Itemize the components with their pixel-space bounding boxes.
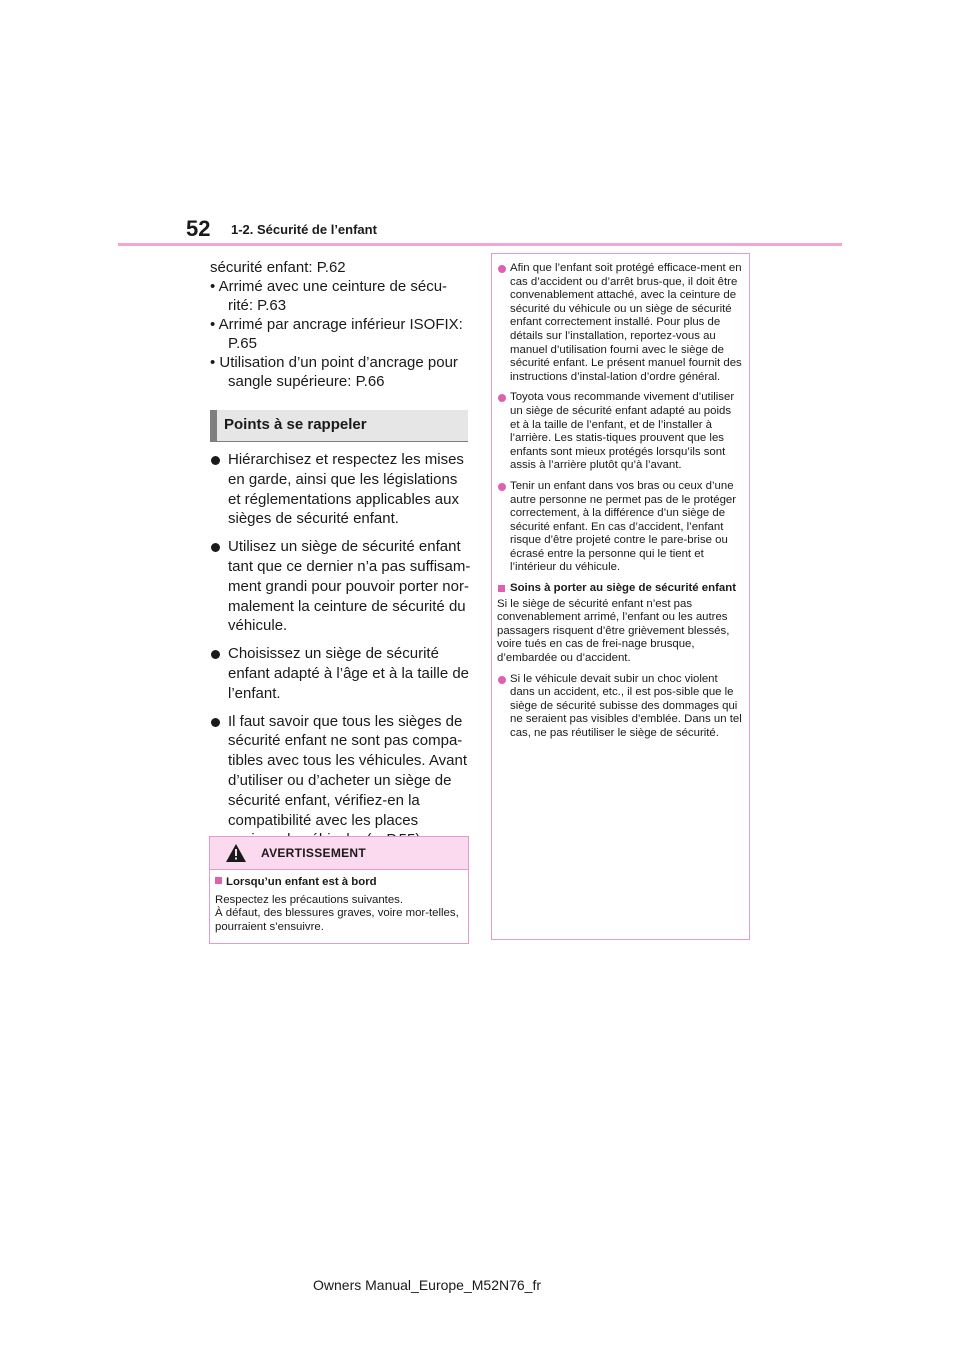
info-text: Tenir un enfant dans vos bras ou ceux d’une autre personne ne permet pas de le protéger correctement, à la différence d’un siège de sécurité enfant. En cas d’accident, l’enfant risque d’être projeté contre le pare-brise ou écrasé entre la personne qui le tient et l’intérieur du véhicule. [510, 479, 737, 574]
list-item [210, 644, 472, 703]
intro-text [210, 258, 472, 391]
bullet-list [210, 450, 472, 858]
list-item [497, 391, 743, 473]
list-item [210, 450, 472, 529]
bullet-text: Choisissez un siège de sécurité enfant adapté à l’âge et à la taille de l’enfant. [228, 645, 470, 702]
warning-triangle-icon [226, 844, 246, 862]
list-item [210, 712, 472, 851]
intro-item: • Arrimé par ancrage inférieur ISOFIX: P.65 [210, 316, 463, 352]
bullet-text: Utilisez un siège de sécurité enfant tant que ce dernier n’a pas suffisam-ment grandi pour pouvoir porter nor-malement la ceinture de sécurité du véhicule. [228, 538, 471, 635]
warning-text: À défaut, des blessures graves, voire mor-telles, pourraient s’ensuivre. [215, 907, 459, 933]
info-subheading-text: Soins à porter au siège de sécurité enfant [510, 582, 736, 595]
intro-item: • Arrimé avec une ceinture de sécu-rité: P.63 [210, 278, 448, 314]
page-number: 52 [186, 216, 211, 241]
warning-text: Respectez les précautions suivantes. [215, 893, 404, 906]
section-title: 1-2. Sécurité de l’enfant [231, 222, 377, 237]
info-box [491, 253, 750, 940]
bullet-text: Hiérarchisez et respectez les mises en garde, ainsi que les législations et réglementations applicables aux sièges de sécurité enfant. [228, 451, 464, 528]
intro-line: sécurité enfant: P.62 [210, 259, 346, 276]
pink-bullet-icon [498, 483, 506, 491]
bullet-text: Il faut savoir que tous les sièges de sécurité enfant ne sont pas compa-tibles avec tous les véhicules. Avant d’utiliser ou d’acheter un siège de sécurité enfant, vérifiez-en la compatibilité avec les places [228, 712, 468, 829]
warning-subheading: Lorsqu’un enfant est à bord [226, 876, 377, 888]
info-paragraph: Si le siège de sécurité enfant n’est pas convenablement arrimé, l’enfant ou les autres passagers risquent d’être grièvement blessés, voire tués en cas de frei-nage brusque, d’embardée ou d’accident. [497, 597, 730, 665]
list-item [497, 262, 743, 384]
footer-text: Owners Manual_Europe_M52N76_fr [313, 1277, 542, 1293]
warning-header [210, 837, 468, 870]
warning-body [210, 870, 468, 934]
info-text: Si le véhicule devait subir un choc violent dans un accident, etc., il est pos-sible que le siège de sécurité subisse des dommages qui ne seraient pas visibles d’emblée. Dans un tel cas, ne pas réutiliser le siège de sécurité. [510, 672, 742, 739]
header-divider [118, 243, 842, 246]
intro-item: • Utilisation d’un point d’ancrage pour sangle supérieure: P.66 [210, 354, 458, 390]
pink-bullet-icon [498, 676, 506, 684]
pink-bullet-icon [498, 265, 506, 273]
list-item [497, 480, 743, 575]
list-item [210, 537, 472, 636]
info-text: Toyota vous recommande vivement d’utiliser un siège de sécurité enfant adapté au poids et à la taille de l’enfant, et de l’installer à l’arrière. Les statis-tiques prouvent que les enfants sont mieux protégés lorsqu’ils sont assis à l’arrière plutôt qu’à l’avant. [510, 391, 735, 472]
square-bullet-icon [498, 585, 505, 592]
bullet-icon [211, 543, 220, 552]
list-item [497, 673, 743, 741]
section-heading: Points à se rappeler [210, 410, 468, 442]
info-text: Afin que l’enfant soit protégé efficace-ment en cas d’accident ou d’arrêt brus-que, il doit être convenablement attaché, avec la ceinture de sécurité du véhicule ou un siège de sécurité enfant correctement installé. Pour plus de détails sur l’installation, reportez-vous au manuel d’utilisation fourni avec le siège de sécurité enfant. Le présent manuel fournit des instructions d’instal-lation d’ordre général. [510, 262, 742, 383]
bullet-icon [211, 650, 220, 659]
square-bullet-icon [215, 877, 222, 884]
warning-box [209, 836, 469, 944]
bullet-icon [211, 718, 220, 727]
info-subheading [497, 582, 743, 596]
bullet-icon [211, 456, 220, 465]
pink-bullet-icon [498, 394, 506, 402]
warning-title: AVERTISSEMENT [261, 846, 367, 860]
